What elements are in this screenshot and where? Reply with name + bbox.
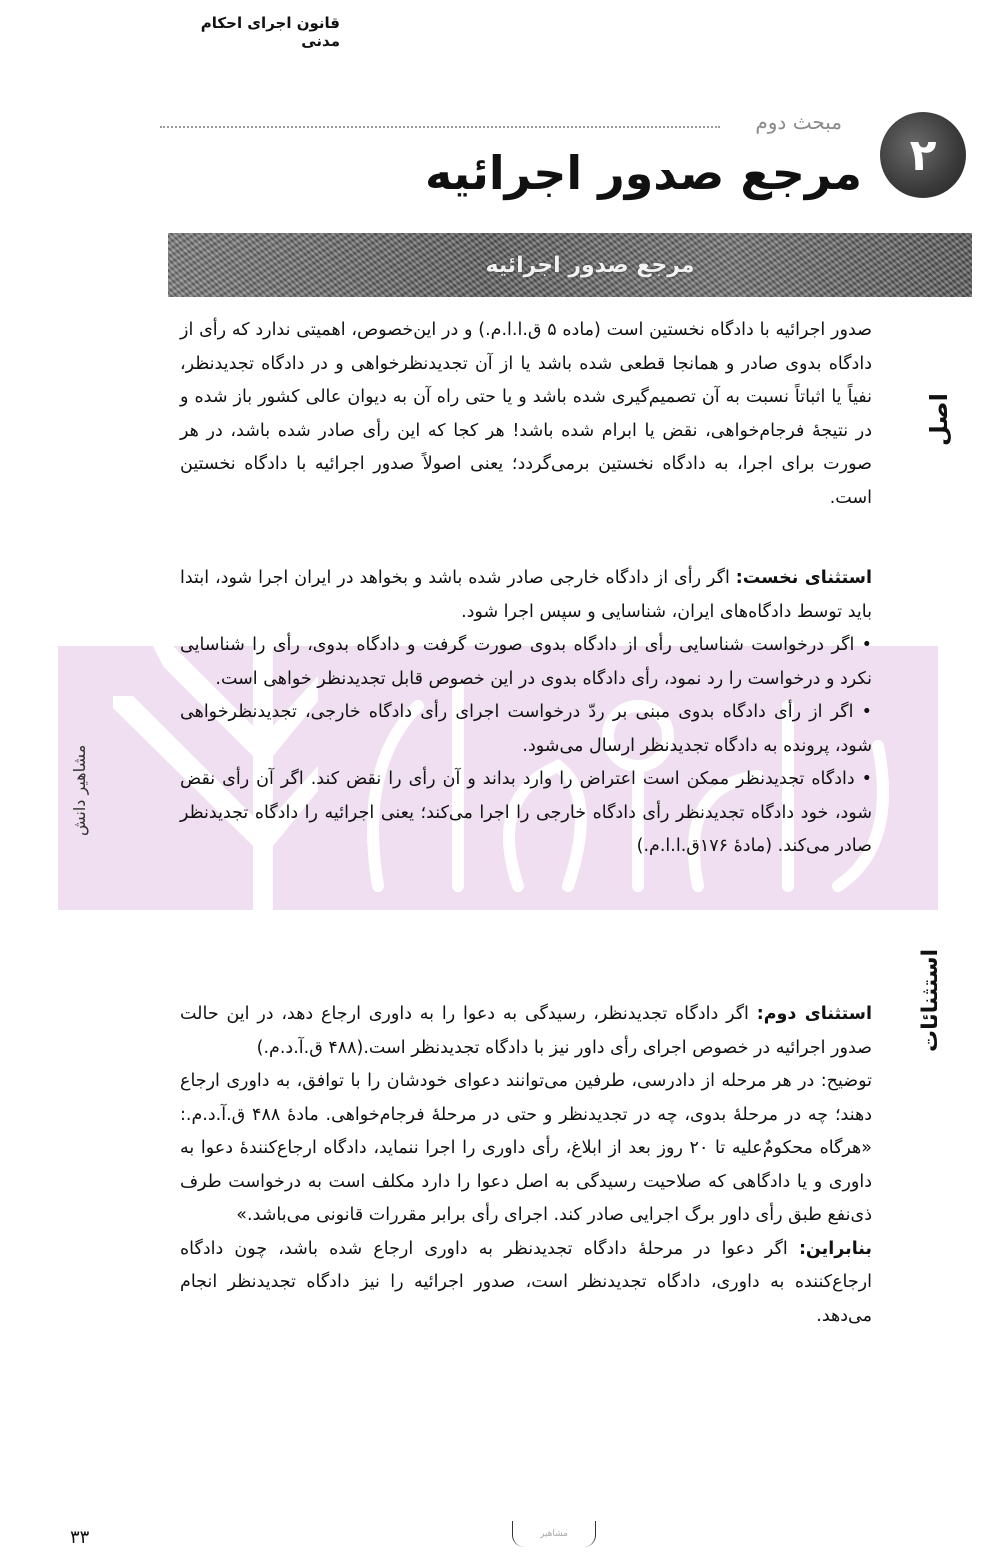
exception-2-explanation: توضیح: در هر مرحله از دادرسی، طرفین می‌توانند دعوای خودشان را با توافق، به داوری ارجاع دهند؛ چه در مرحلهٔ بدوی، چه در تجدیدنظر و حتی در مرحلهٔ فرجام‌خواهی. مادهٔ ۴۸۸ ق.آ.د.م.: «هرگاه محکومٌ‌علیه تا ۲۰ روز بعد از ابلاغ، رأی داوری را اجرا ننماید، دادگاه ارجاع‌کنندهٔ دعوا به داوری و یا دادگاهی که صلاحیت رسیدگی به اصل دعوا را دارد مکلف است به درخواست طرف ذی‌نفع طبق رأی داور برگ اجرایی صادر کند. اجرای رأی برابر مقررات قانونی می‌باشد.» (180, 1071, 872, 1225)
footer-logo (512, 1521, 596, 1547)
margin-label-exceptions: استثنائات (918, 948, 943, 1052)
page-number: ۳۳ (70, 1527, 90, 1548)
conclusion (180, 1233, 872, 1334)
margin-label-principle: اصل (925, 393, 953, 447)
exception-2-block (180, 998, 872, 1333)
principle-paragraph (180, 314, 872, 515)
exception-2-label: استثنای دوم: (756, 1004, 872, 1024)
conclusion-label: بنابراین: (798, 1238, 872, 1259)
exception-1-bullet: • اگر از رأی دادگاه بدوی مبنی بر ردّ درخواست اجرای رأی دادگاه خارجی، تجدیدنظرخواهی شود، پرونده به دادگاه تجدیدنظر ارسال می‌شود. (180, 696, 872, 763)
exception-2-intro (180, 998, 872, 1065)
banner-label: مرجع صدور اجرائیه (485, 252, 695, 278)
running-header-title: قانون اجرای احکام مدنی (200, 14, 340, 50)
principle-text: صدور اجرائیه با دادگاه نخستین است (ماده ۵ ق.ا.ا.م.) و در این‌خصوص، اهمیتی ندارد که رأی از دادگاه بدوی صادر و همانجا قطعی شده باشد یا از آن تجدیدنظرخواهی و در دادگاه تجدیدنظر، نفیاً یا اثباتاً نسبت به آن تصمیم‌گیری شده باشد و یا حتی راه آن به دیوان عالی کشور باز شده و در نتیجهٔ فرجام‌خواهی، نقض یا ابرام شده باشد! هر کجا که این رأی صادر شده باشد، در هر صورت برای اجرا، به دادگاه نخستین برمی‌گردد؛ یعنی اصولاً صدور اجرائیه با دادگاه نخستین است. (180, 320, 872, 508)
conclusion-text: اگر دعوا در مرحلهٔ دادگاه تجدیدنظر به داوری ارجاع شده باشد، چون دادگاه ارجاع‌کننده به داوری، دادگاه تجدیدنظر است، صدور اجرائیه را نیز دادگاه تجدیدنظر انجام می‌دهد. (180, 1238, 872, 1326)
section-subtitle: مبحث دوم (755, 110, 842, 134)
chapter-title: مرجع صدور اجرائیه (424, 146, 862, 200)
exception-1-bullet: • دادگاه تجدیدنظر ممکن است اعتراض را وارد بداند و آن رأی را نقض کند. اگر آن رأی نقض شود، خود دادگاه تجدیدنظر رأی دادگاه خارجی را اجرا می‌کند؛ یعنی اجرائیه را دادگاه تجدیدنظر صادر می‌کند. (مادهٔ ۱۷۶ق.ا.ا.م.) (180, 763, 872, 864)
watermark-vertical-text: مشاهیر دانش (70, 744, 89, 836)
exception-1-label: استثنای نخست: (735, 568, 872, 588)
exception-1-bullet: • اگر درخواست شناسایی رأی از دادگاه بدوی صورت گرفت و دادگاه بدوی، رأی را شناسایی نکرد و درخواست را رد نمود، رأی دادگاه بدوی در این خصوص قابل تجدیدنظر خواهی است. (180, 629, 872, 696)
section-divider-dots (160, 126, 720, 130)
footer-logo-text: مشاهیر (539, 1529, 569, 1539)
exception-1-block (180, 562, 872, 864)
exception-2-text: اگر دادگاه تجدیدنظر، رسیدگی به دعوا را به داوری ارجاع دهد، در این حالت صدور اجرائیه در خصوص اجرای رأی داور نیز با دادگاه تجدیدنظر است.(۴۸۸ ق.آ.د.م.) (180, 1004, 872, 1058)
section-banner (168, 233, 972, 297)
chapter-number: ۲ (909, 129, 937, 181)
exception-1-intro (180, 562, 872, 629)
chapter-number-badge (880, 112, 966, 198)
exception-1-text: اگر رأی از دادگاه خارجی صادر شده باشد و بخواهد در ایران اجرا شود، ابتدا باید توسط دادگاه‌های ایران، شناسایی و سپس اجرا شود. (180, 568, 872, 622)
